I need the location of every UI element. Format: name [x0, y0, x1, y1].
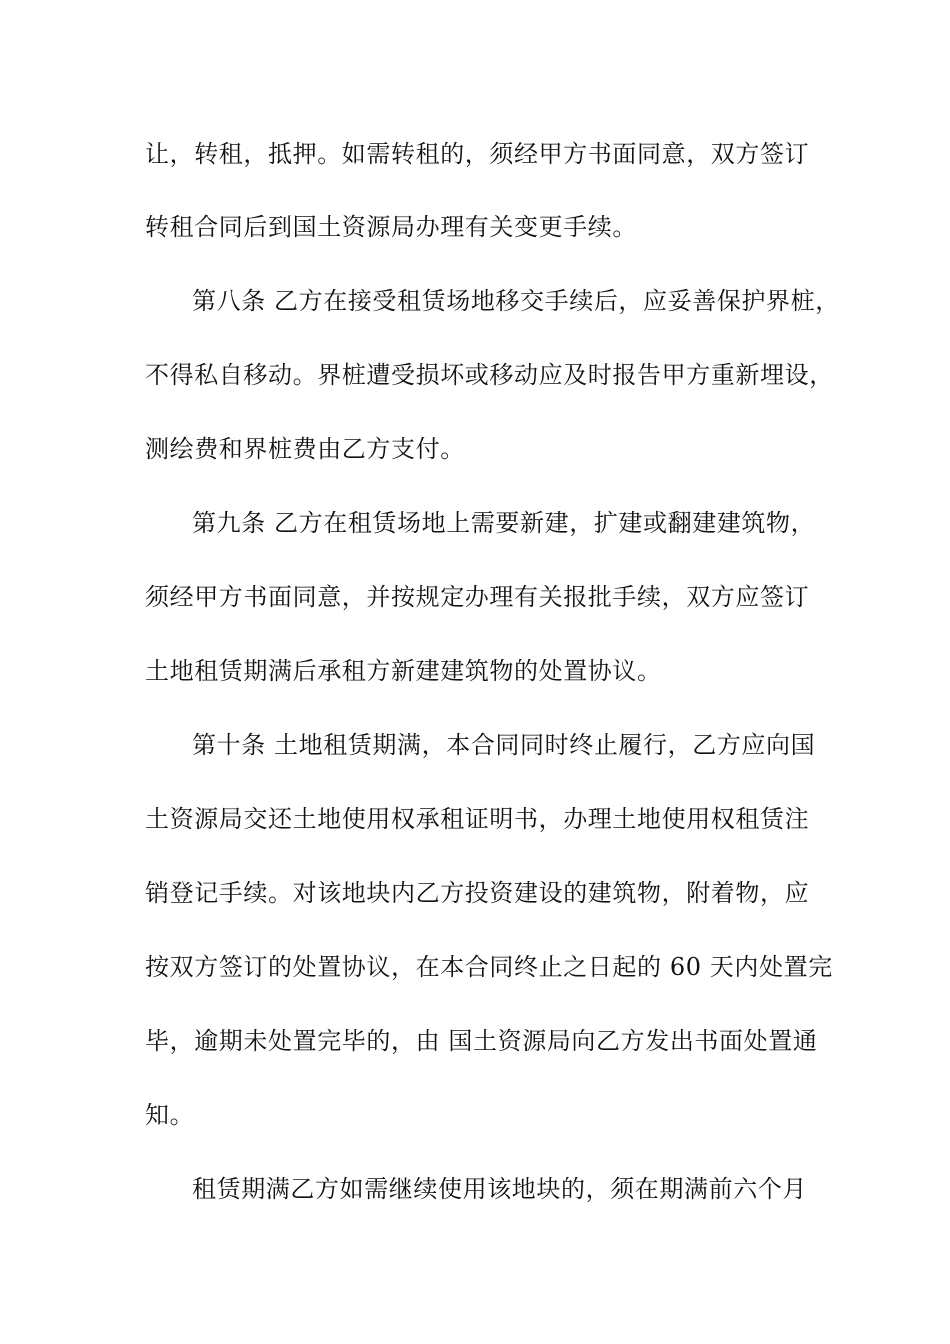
renewal-paragraph-line-1: 租赁期满乙方如需继续使用该地块的，须在期满前六个月 — [192, 1175, 807, 1203]
article-9-line-1: 第九条 乙方在租赁场地上需要新建，扩建或翻建建筑物， — [192, 509, 816, 537]
article-8-line-1: 第八条 乙方在接受租赁场地移交手续后，应妥善保护界桩， — [192, 287, 840, 315]
article-10-line-2: 土资源局交还土地使用权承租证明书，办理土地使用权租赁注 — [145, 805, 810, 833]
article-9-line-3: 土地租赁期满后承租方新建建筑物的处置协议。 — [145, 657, 662, 685]
article-10-line-4: 按双方签订的处置协议，在本合同终止之日起的 60 天内处置完 — [145, 953, 833, 981]
article-10-line-5: 毕，逾期未处置完毕的，由 国土资源局向乙方发出书面处置通 — [145, 1027, 818, 1055]
article-10-line-1: 第十条 土地租赁期满，本合同同时终止履行，乙方应向国 — [192, 731, 816, 759]
article-10-line-6: 知。 — [145, 1101, 195, 1129]
article-9-line-2: 须经甲方书面同意，并按规定办理有关报批手续，双方应签订 — [145, 583, 810, 611]
article-8-line-3: 测绘费和界桩费由乙方支付。 — [145, 435, 465, 463]
text-line-2: 转租合同后到国土资源局办理有关变更手续。 — [145, 213, 637, 241]
text-line-1: 让，转租，抵押。如需转租的，须经甲方书面同意，双方签订 — [145, 140, 810, 168]
article-10-line-3: 销登记手续。对该地块内乙方投资建设的建筑物，附着物，应 — [145, 879, 810, 907]
article-8-line-2: 不得私自移动。界桩遭受损坏或移动应及时报告甲方重新埋设， — [145, 361, 834, 389]
